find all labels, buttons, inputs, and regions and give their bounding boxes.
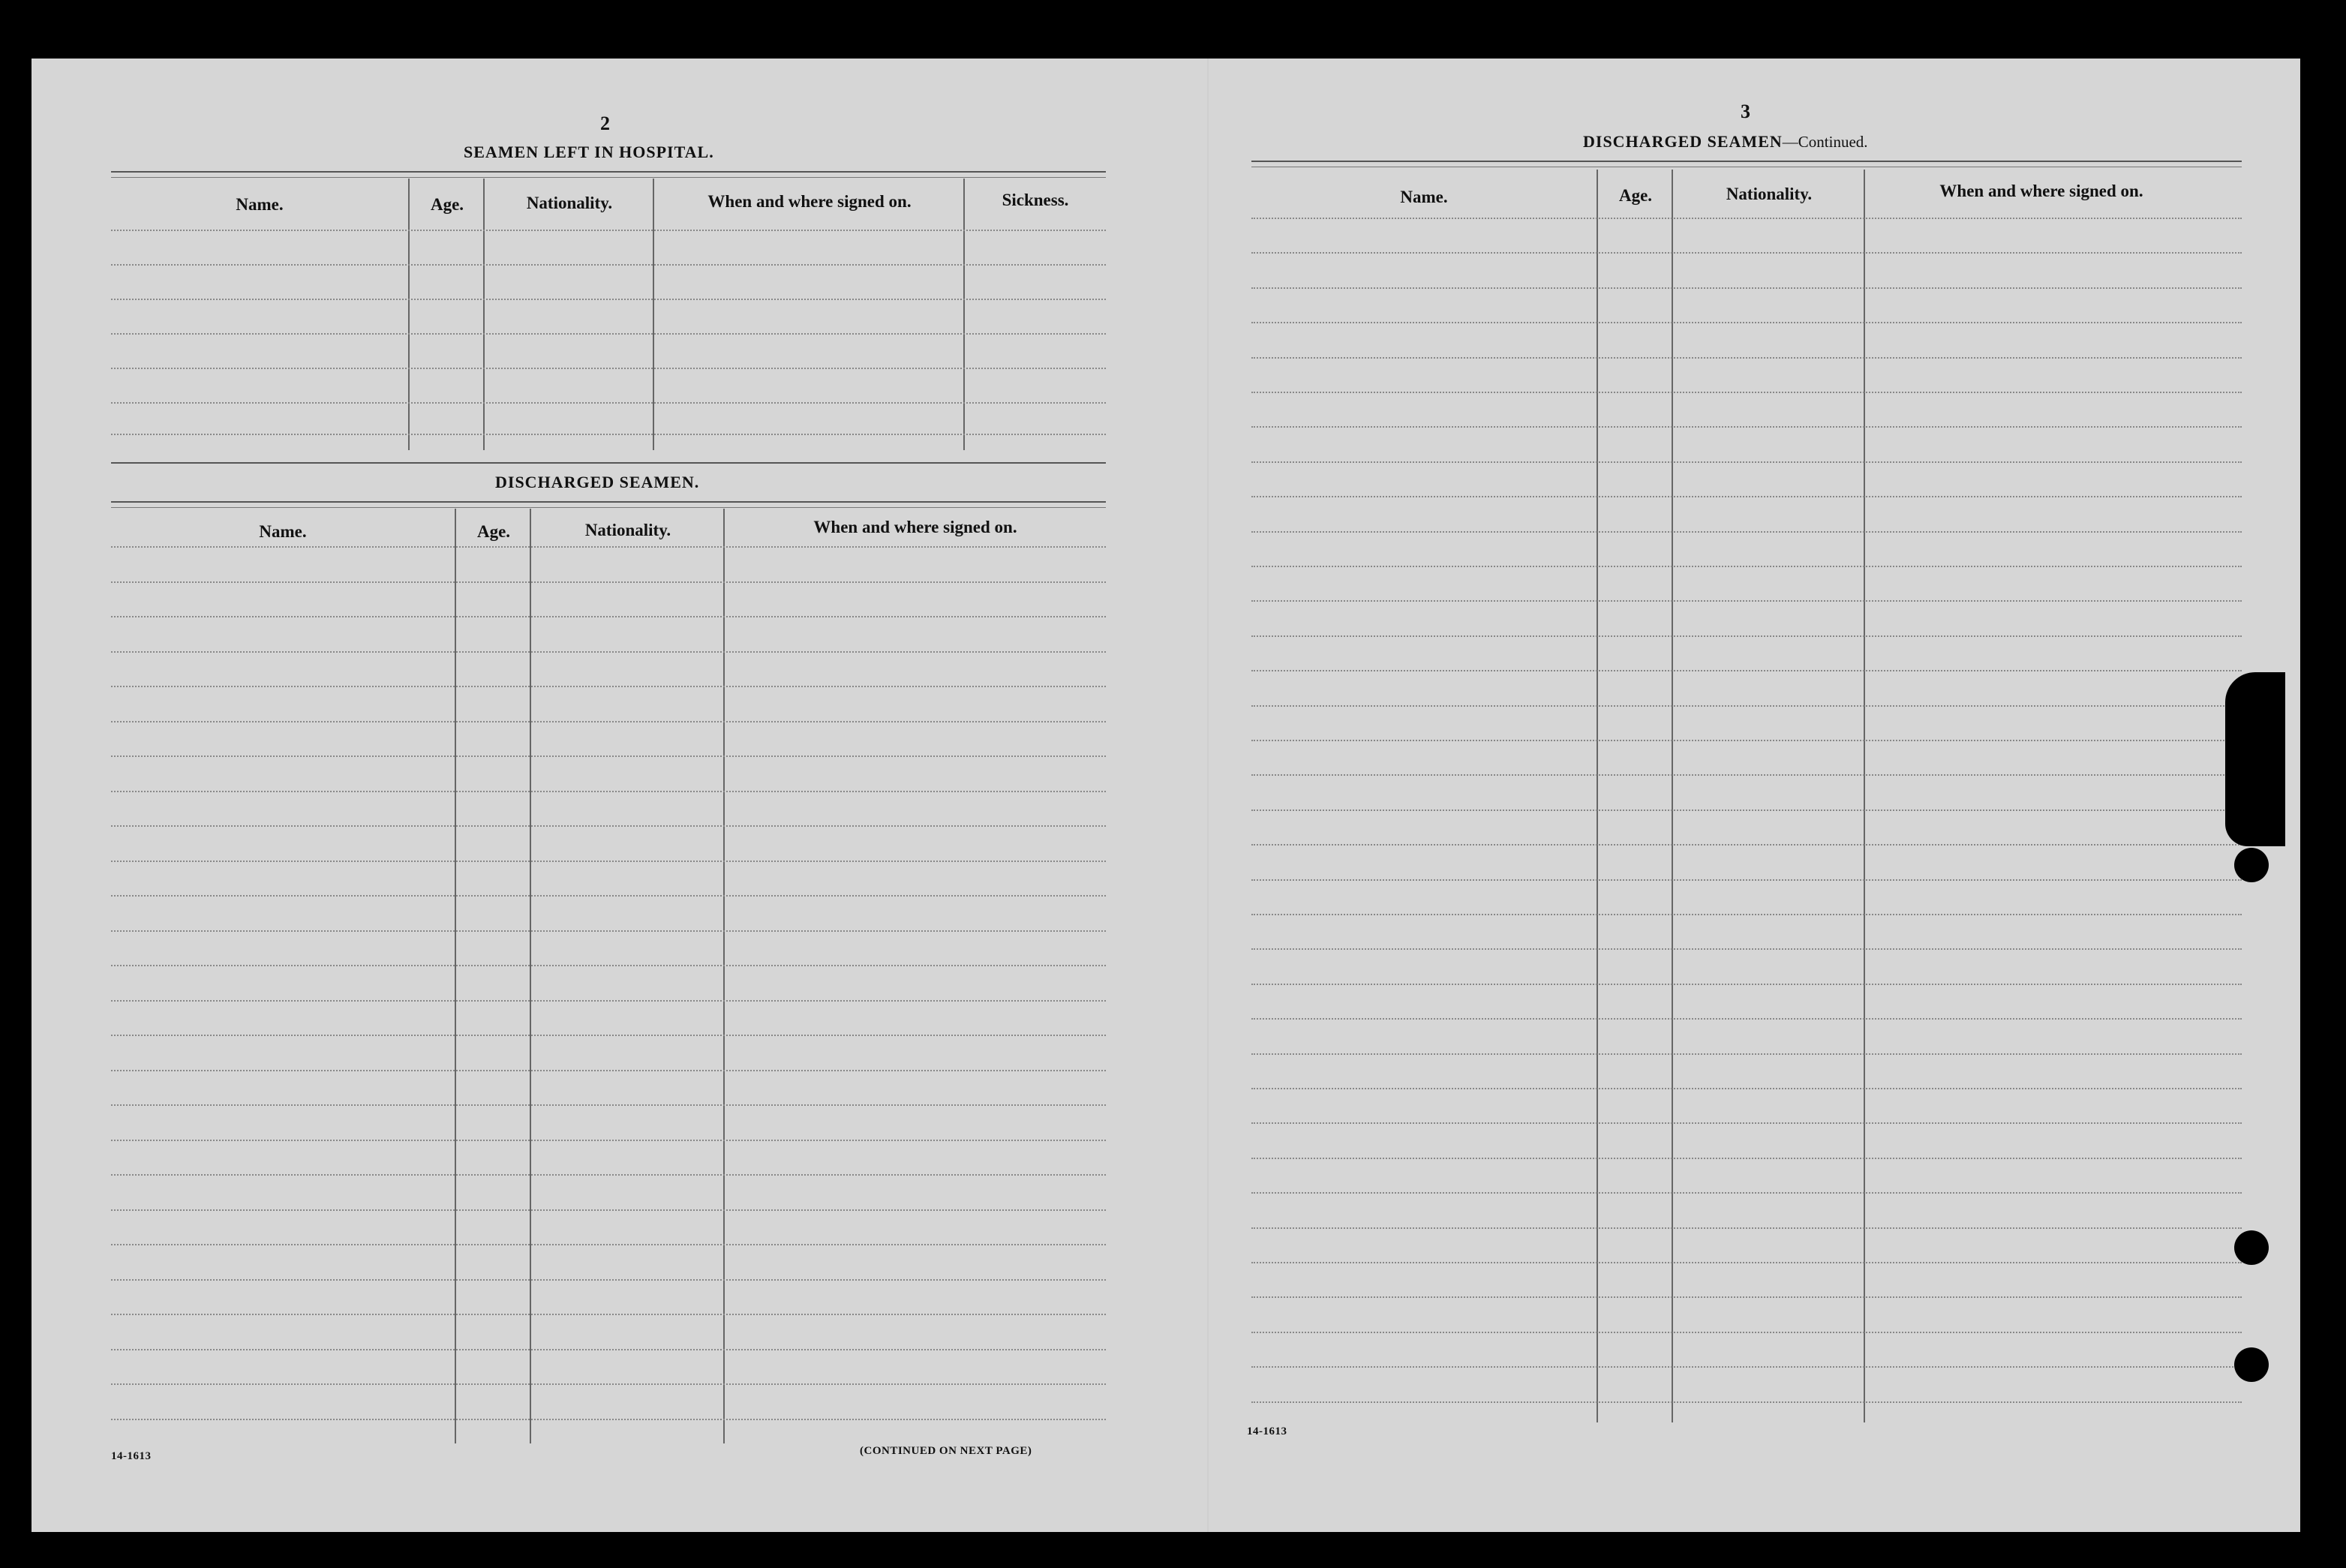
entry-line (1251, 1018, 2242, 1020)
entry-line (111, 581, 1106, 583)
entry-line (1251, 948, 2242, 950)
column-divider (408, 179, 410, 450)
entry-line (111, 1314, 1106, 1315)
entry-line (1251, 810, 2242, 811)
entry-line (111, 1174, 1106, 1176)
column-header-signed-on: When and where signed on. (813, 518, 1017, 536)
entry-line (111, 264, 1106, 266)
entry-line (111, 1383, 1106, 1385)
entry-line (111, 368, 1106, 369)
entry-line (1251, 287, 2242, 289)
entry-line (111, 1035, 1106, 1036)
column-divider (483, 179, 485, 450)
entry-line (111, 299, 1106, 300)
entry-line (111, 1279, 1106, 1281)
column-header-signed-on: When and where signed on. (707, 192, 912, 211)
entry-line (1251, 1088, 2242, 1089)
entry-line (1251, 1192, 2242, 1194)
table-top-rule (111, 501, 1106, 503)
hospital-section-title: SEAMEN LEFT IN HOSPITAL. (464, 143, 714, 161)
entry-line (1251, 1332, 2242, 1333)
entry-line (1251, 252, 2242, 254)
entry-line (111, 333, 1106, 335)
column-header-age: Age. (1618, 186, 1653, 205)
entry-line (1251, 879, 2242, 881)
page-fold (1207, 59, 1209, 1532)
entry-line (1251, 984, 2242, 985)
entry-line (1251, 531, 2242, 533)
entry-line (1251, 322, 2242, 323)
entry-line (1251, 1227, 2242, 1229)
entry-line (111, 402, 1106, 404)
entry-line (111, 1349, 1106, 1350)
entry-line (1251, 566, 2242, 567)
entry-line (111, 434, 1106, 435)
column-header-sickness: Sickness. (1002, 191, 1069, 209)
entry-line (1251, 392, 2242, 393)
column-header-nationality: Nationality. (584, 521, 671, 539)
entry-line (1251, 600, 2242, 602)
table-top-rule (1251, 161, 2242, 162)
column-header-nationality: Nationality. (1726, 185, 1813, 203)
entry-line (111, 930, 1106, 932)
entry-line (1251, 1262, 2242, 1263)
entry-line (1251, 1158, 2242, 1159)
page-number-left: 2 (600, 113, 610, 134)
entry-line (111, 755, 1106, 757)
discharged-section-title: DISCHARGED SEAMEN. (495, 473, 700, 491)
entry-line (111, 546, 1106, 548)
entry-line (111, 1140, 1106, 1141)
torn-edge (2225, 672, 2285, 846)
punch-hole (2234, 1230, 2269, 1265)
entry-line (1251, 1296, 2242, 1298)
column-divider (530, 509, 531, 1443)
entry-line (1251, 705, 2242, 707)
table-top-rule (111, 171, 1106, 173)
entry-line (111, 686, 1106, 687)
entry-line (1251, 774, 2242, 776)
entry-line (111, 1244, 1106, 1245)
entry-line (111, 1209, 1106, 1211)
entry-line (1251, 1366, 2242, 1368)
discharged-table-right (1251, 161, 2242, 1422)
entry-line (111, 861, 1106, 862)
entry-line (111, 1419, 1106, 1420)
entry-line (1251, 670, 2242, 671)
entry-line (111, 965, 1106, 966)
page-number-right: 3 (1741, 101, 1750, 122)
form-number-right: 14-1613 (1247, 1425, 1287, 1437)
column-divider (963, 179, 965, 450)
column-header-nationality: Nationality. (526, 194, 613, 212)
column-header-name: Name. (236, 195, 284, 214)
entry-line (111, 1000, 1106, 1002)
entry-line (1251, 914, 2242, 915)
entry-line (111, 791, 1106, 792)
entry-line (111, 616, 1106, 617)
column-header-age: Age. (430, 195, 464, 214)
entry-line (1251, 461, 2242, 463)
punch-hole (2234, 1347, 2269, 1382)
column-divider (653, 179, 654, 450)
entry-line (1251, 1401, 2242, 1403)
column-header-signed-on: When and where signed on. (1939, 182, 2143, 200)
table-top-rule-inner (111, 507, 1106, 508)
entry-line (1251, 844, 2242, 846)
column-divider (455, 509, 456, 1443)
column-divider (723, 509, 725, 1443)
form-number-left: 14-1613 (111, 1450, 152, 1462)
entry-line (1251, 496, 2242, 497)
table-top-rule-inner (111, 177, 1106, 178)
punch-hole (2234, 848, 2269, 882)
discharged-continued-title (1583, 132, 1868, 152)
entry-line (111, 1104, 1106, 1106)
entry-line (111, 230, 1106, 231)
entry-line (1251, 426, 2242, 428)
column-header-age: Age. (476, 522, 511, 541)
entry-line (111, 721, 1106, 722)
entry-line (111, 895, 1106, 897)
entry-line (1251, 1122, 2242, 1124)
entry-line (1251, 740, 2242, 741)
entry-line (1251, 1053, 2242, 1055)
continued-note: (CONTINUED ON NEXT PAGE) (860, 1445, 1032, 1457)
hospital-table (111, 171, 1106, 464)
entry-line (111, 825, 1106, 827)
entry-line (1251, 357, 2242, 359)
table-bottom-rule (111, 462, 1106, 464)
entry-line (111, 651, 1106, 653)
entry-line (1251, 218, 2242, 219)
column-header-name: Name. (259, 522, 307, 541)
section-title-text: DISCHARGED SEAMEN (1583, 132, 1783, 151)
column-header-name: Name. (1400, 188, 1448, 206)
entry-line (111, 1070, 1106, 1071)
entry-line (1251, 635, 2242, 637)
section-title-suffix: —Continued. (1782, 133, 1868, 151)
discharged-table-left (111, 501, 1106, 1443)
